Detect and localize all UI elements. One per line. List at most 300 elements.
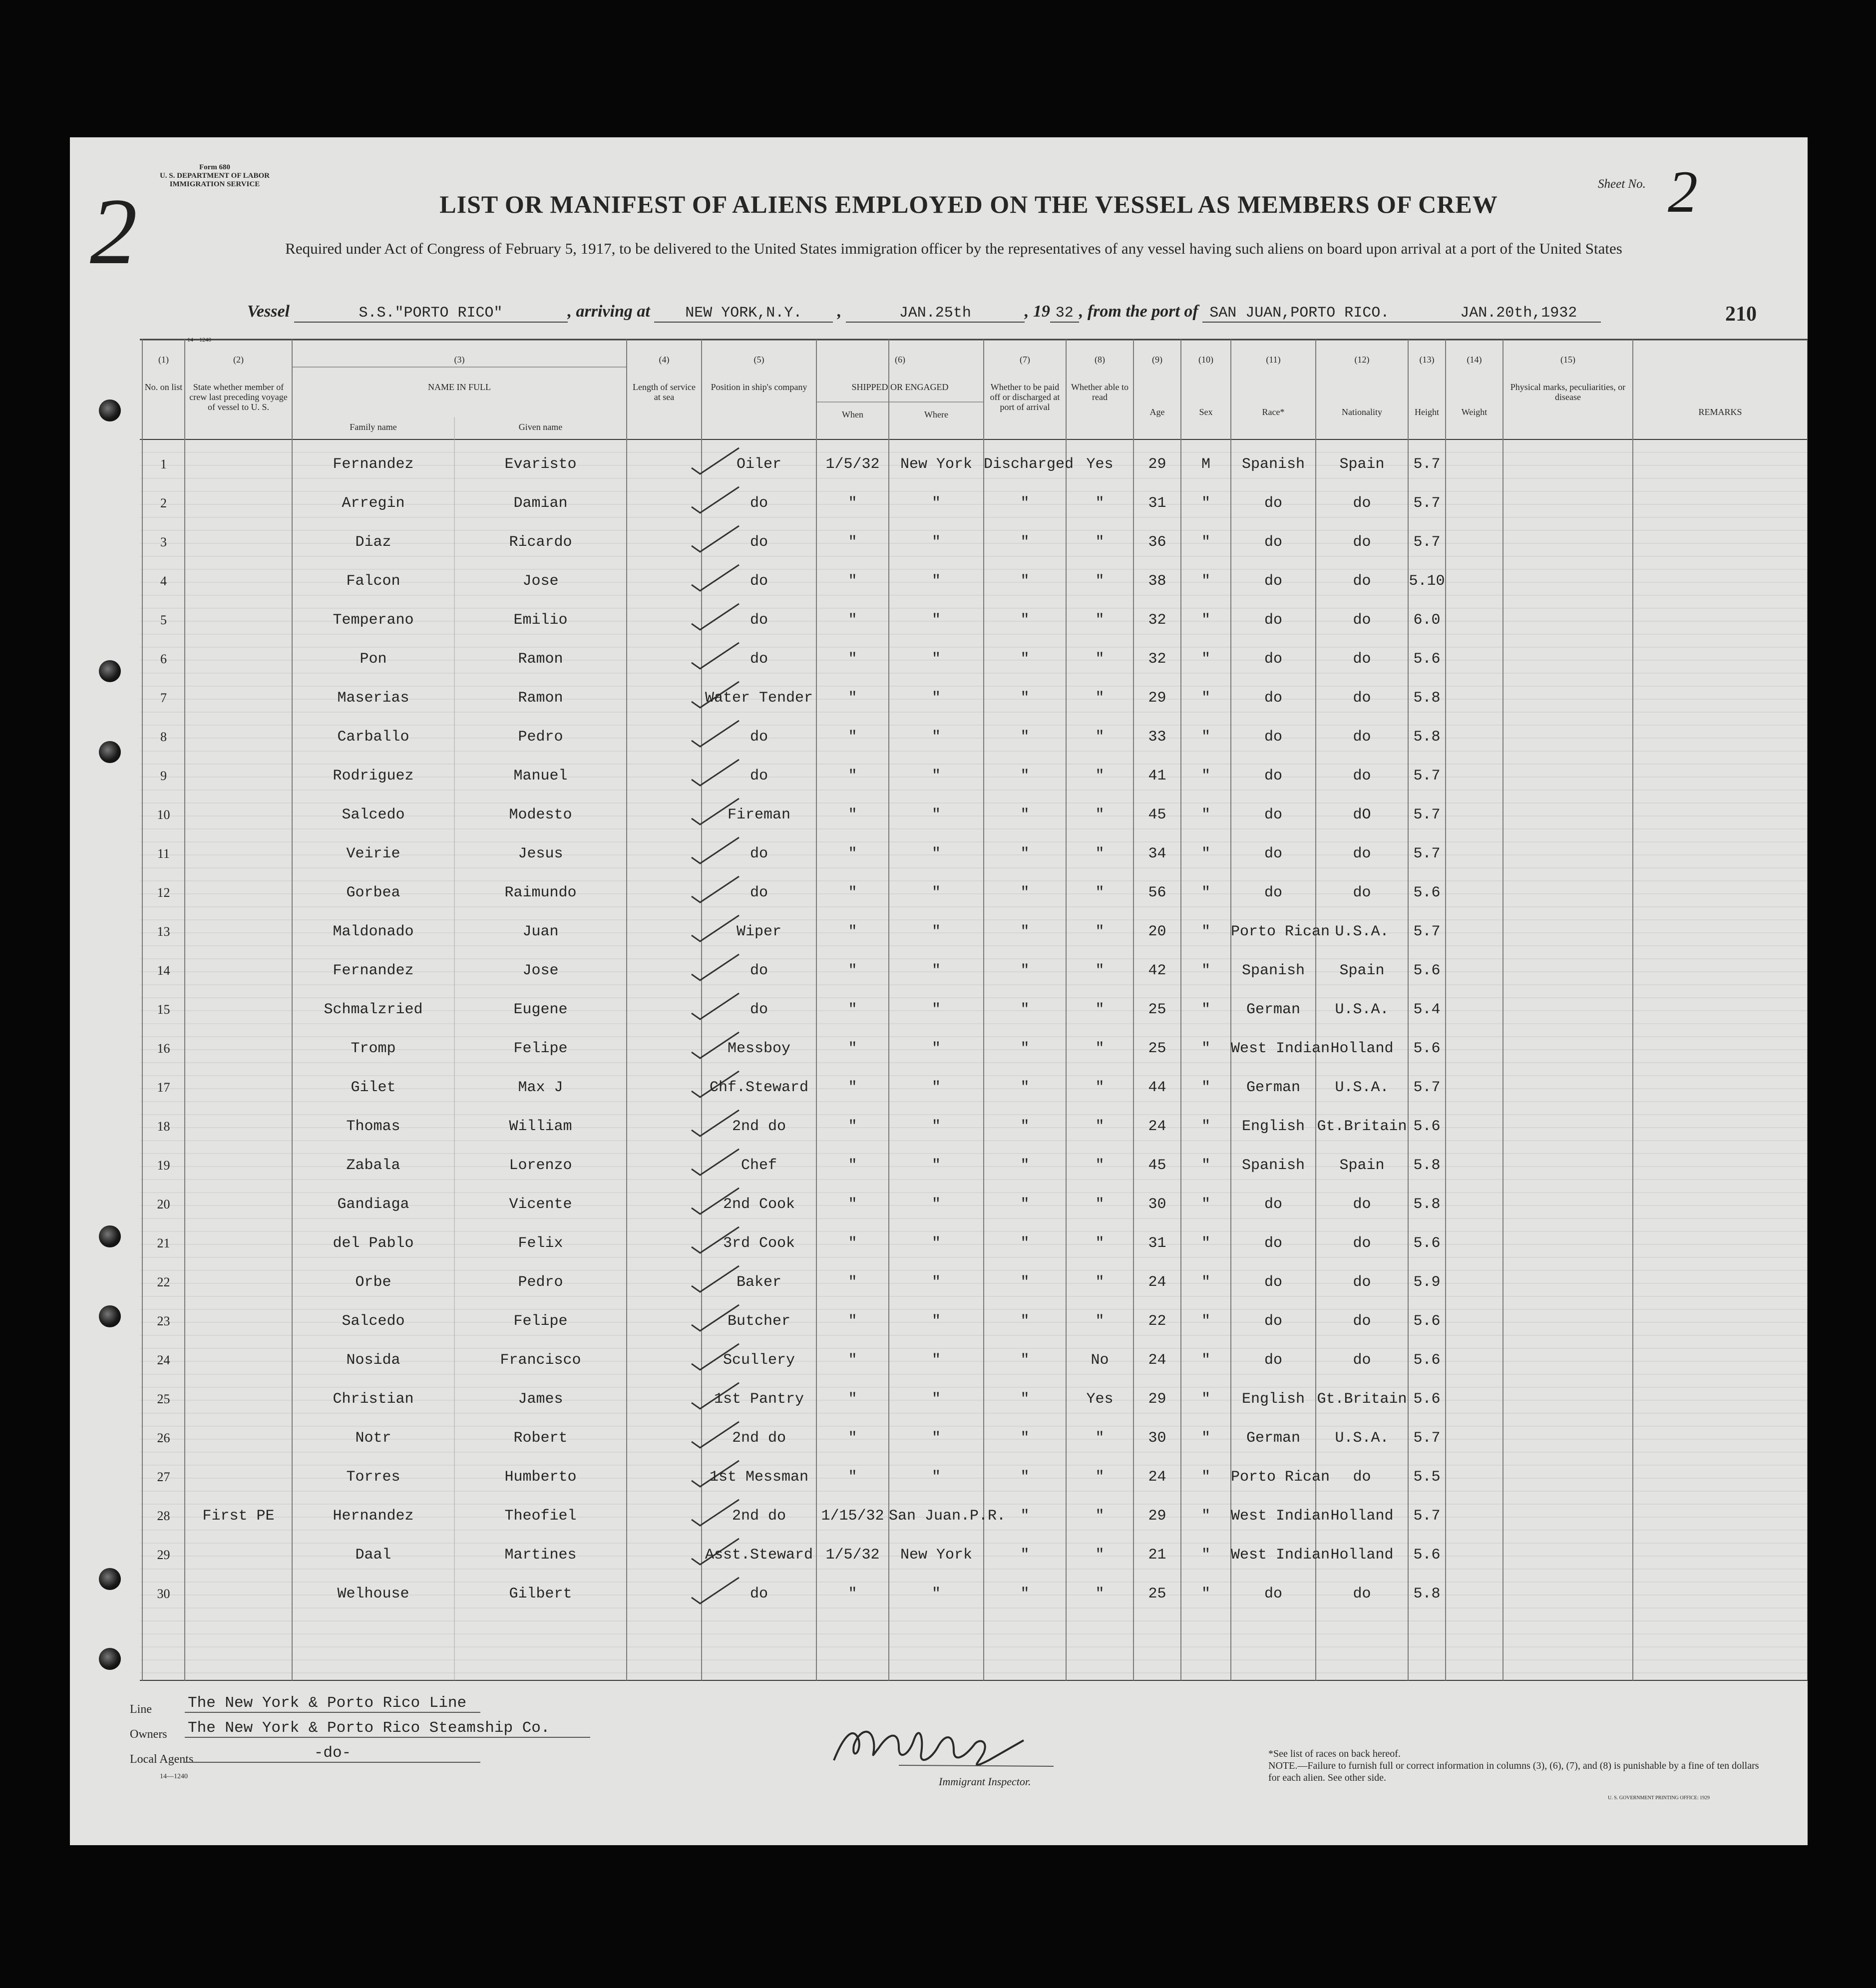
stamp-number: 210 [1725,303,1757,326]
cell-family: Notr [355,1430,391,1447]
cell-nationality: do [1353,845,1371,862]
cell-sex: " [1201,1235,1210,1252]
cell-where: " [931,923,941,940]
cell-position: do [750,768,768,785]
cell-read: " [1095,1586,1105,1602]
cell-given: Eugene [513,1001,568,1018]
cell-nationality: U.S.A. [1335,923,1389,940]
cell-paid: " [1020,845,1030,862]
manifest-sheet [70,137,1808,1845]
column-header-c15: Physical marks, peculiarities, or disease [1510,382,1626,402]
cell-height: 5.8 [1413,729,1441,746]
cell-sex: " [1201,1079,1210,1096]
cell-position: do [750,884,768,901]
cell-race: do [1264,1235,1282,1252]
cell-family: Temperano [333,612,414,629]
cell-height: 5.7 [1413,1430,1441,1447]
vessel-name: S.S."PORTO RICO" [294,305,568,323]
cell-position: Scullery [723,1352,795,1369]
row-number: 8 [160,730,167,744]
cell-age: 36 [1148,534,1166,551]
cell-sex: M [1201,456,1210,473]
cell-read: " [1095,845,1105,862]
cell-where: " [931,1313,941,1330]
cell-race: West Indian [1231,1547,1330,1564]
cell-read: " [1095,612,1105,629]
cell-given: Martines [504,1547,577,1564]
cell-age: 24 [1148,1352,1166,1369]
cell-position: Water Tender [705,690,813,707]
cell-sex: " [1201,884,1210,901]
cell-where: " [931,573,941,590]
cell-given: Ramon [518,690,563,707]
cell-family: del Pablo [333,1235,414,1252]
column-number: (10) [1198,355,1213,365]
cell-when: " [848,1391,857,1408]
cell-age: 30 [1148,1430,1166,1447]
cell-sex: " [1201,573,1210,590]
cell-where: " [931,729,941,746]
cell-nationality: Gt.Britain [1317,1391,1407,1408]
cell-nationality: Holland [1330,1508,1394,1525]
row-number: 7 [160,691,167,705]
cell-age: 25 [1148,1586,1166,1602]
cell-read: " [1095,690,1105,707]
cell-race: German [1246,1430,1301,1447]
cell-when: 1/5/32 [825,1547,880,1564]
cell-position: 2nd do [732,1430,786,1447]
cell-when: " [848,1274,857,1291]
cell-family: Gorbea [346,884,400,901]
cell-race: do [1264,495,1282,512]
cell-nationality: Spain [1339,1157,1385,1174]
cell-read: " [1095,1040,1105,1057]
cell-age: 29 [1148,1391,1166,1408]
cell-given: Humberto [504,1469,577,1486]
cell-sex: " [1201,923,1210,940]
cell-given: Max J [518,1079,563,1096]
row-number: 28 [157,1509,170,1523]
column-header-c14: Weight [1461,407,1488,417]
cell-race: Porto Rican [1231,923,1330,940]
cell-when: " [848,845,857,862]
cell-where: " [931,651,941,668]
cell-given: Juan [522,923,559,940]
cell-paid: " [1020,690,1030,707]
document-subtitle: Required under Act of Congress of February 5, 1917, to be delivered to the United States immigration officer by the representatives of any vessel having such aliens on board upon arrival at a port of the United States [285,240,1622,257]
cell-family: Arregin [342,495,405,512]
cell-when: " [848,1118,857,1135]
cell-height: 5.7 [1413,923,1441,940]
cell-paid: " [1020,729,1030,746]
binder-hole [99,1648,121,1670]
cell-read: " [1095,1469,1105,1486]
column-number: (15) [1560,355,1575,365]
cell-read: " [1095,1001,1105,1018]
cell-when: " [848,1352,857,1369]
row-number: 11 [157,846,170,861]
cell-paid: " [1020,1079,1030,1096]
column-header-c2: State whether member of crew last preceding voyage of vessel to U. S. [189,382,288,412]
cell-nationality: do [1353,612,1371,629]
row-number: 21 [157,1236,170,1250]
cell-race: do [1264,768,1282,785]
cell-height: 5.6 [1413,884,1441,901]
column-number: (14) [1467,355,1482,365]
races-note: *See list of races on back hereof. [1268,1748,1401,1759]
cell-sex: " [1201,651,1210,668]
cell-height: 5.7 [1413,1079,1441,1096]
column-header-c1: No. on list [144,382,183,392]
cell-family: Fernandez [333,456,414,473]
cell-where: New York [900,1547,973,1564]
footer-owners-value: The New York & Porto Rico Steamship Co. [185,1719,590,1738]
cell-nationality: Holland [1330,1040,1394,1057]
cell-when: " [848,1157,857,1174]
cell-read: " [1095,1235,1105,1252]
cell-when: 1/15/32 [821,1508,884,1525]
sheet-number: 2 [1668,158,1698,225]
cell-height: 5.6 [1413,1040,1441,1057]
cell-nationality: do [1353,573,1371,590]
cell-read: " [1095,1079,1105,1096]
cell-family: Pon [360,651,387,668]
cell-height: 5.7 [1413,845,1441,862]
cell-sex: " [1201,1118,1210,1135]
cell-when: " [848,690,857,707]
column-number: (7) [1020,355,1030,365]
cell-age: 42 [1148,962,1166,979]
cell-where: " [931,1352,941,1369]
cell-nationality: U.S.A. [1335,1430,1389,1447]
cell-paid: " [1020,651,1030,668]
cell-height: 5.5 [1413,1469,1441,1486]
cell-paid: " [1020,1235,1030,1252]
binder-hole [99,1305,121,1327]
column-header-c12: Nationality [1342,407,1382,417]
cell-race: Porto Rican [1231,1469,1330,1486]
cell-race: German [1246,1079,1301,1096]
cell-nationality: do [1353,495,1371,512]
cell-position: 3rd Cook [723,1235,795,1252]
cell-family: Tromp [351,1040,396,1057]
cell-paid: " [1020,495,1030,512]
cell-given: Ramon [518,651,563,668]
cell-family: Welhouse [337,1586,409,1602]
cell-position: do [750,1586,768,1602]
cell-position: do [750,962,768,979]
cell-race: do [1264,651,1282,668]
cell-height: 5.6 [1413,1313,1441,1330]
cell-position: 1st Pantry [714,1391,804,1408]
cell-age: 41 [1148,768,1166,785]
column-number: (3) [454,355,465,365]
cell-paid: " [1020,1352,1030,1369]
cell-nationality: Spain [1339,962,1385,979]
cell-family: Hernandez [333,1508,414,1525]
cell-nationality: do [1353,768,1371,785]
cell-family: Thomas [346,1118,400,1135]
cell-race: English [1241,1391,1305,1408]
cell-where: " [931,1157,941,1174]
cell-race: Spanish [1241,962,1305,979]
from-label: , from the port of [1079,302,1198,321]
year-prefix: 19 [1033,302,1050,321]
cell-sex: " [1201,1586,1210,1602]
cell-family: Rodriguez [333,768,414,785]
cell-sex: " [1201,729,1210,746]
column-header-c13: Height [1415,407,1439,417]
column-header-c16: REMARKS [1698,407,1742,417]
cell-where: " [931,690,941,707]
cell-race: do [1264,1196,1282,1213]
cell-when: " [848,1196,857,1213]
row-number: 4 [160,574,167,588]
cell-where: San Juan.P.R. [889,1508,1006,1525]
cell-paid: " [1020,1547,1030,1564]
cell-paid: " [1020,1001,1030,1018]
cell-sex: " [1201,1313,1210,1330]
cell-where: " [931,1274,941,1291]
cell-position: 2nd do [732,1508,786,1525]
arriving-label: , arriving at [567,302,650,321]
cell-when: " [848,1235,857,1252]
cell-read: " [1095,923,1105,940]
cell-race: do [1264,534,1282,551]
cell-nationality: do [1353,651,1371,668]
column-number: (12) [1354,355,1370,365]
cell-position: Wiper [736,923,781,940]
document-title: LIST OR MANIFEST OF ALIENS EMPLOYED ON THE VESSEL AS MEMBERS OF CREW [439,190,1498,218]
cell-nationality: do [1353,1352,1371,1369]
cell-height: 5.8 [1413,1586,1441,1602]
cell-nationality: U.S.A. [1335,1001,1389,1018]
cell-read: " [1095,1196,1105,1213]
cell-nationality: U.S.A. [1335,1079,1389,1096]
binder-hole [99,1568,121,1590]
cell-nationality: do [1353,1313,1371,1330]
cell-nationality: do [1353,1586,1371,1602]
cell-sex: " [1201,1469,1210,1486]
cell-where: " [931,1196,941,1213]
cell-height: 5.4 [1413,1001,1441,1018]
immigrant-inspector-label: Immigrant Inspector. [939,1775,1031,1788]
cell-sex: " [1201,962,1210,979]
row-number: 14 [157,963,170,978]
cell-race: do [1264,1586,1282,1602]
cell-where: " [931,845,941,862]
cell-when: " [848,729,857,746]
cell-height: 5.10 [1409,573,1445,590]
cell-position: do [750,534,768,551]
cell-race: do [1264,1274,1282,1291]
column-subheader-c3a: Family name [350,422,397,432]
column-number: (13) [1419,355,1435,365]
cell-given: Pedro [518,1274,563,1291]
cell-nationality: do [1353,534,1371,551]
cell-race: Spanish [1241,1157,1305,1174]
cell-position: Asst.Steward [705,1547,813,1564]
cell-sex: " [1201,1352,1210,1369]
row-number: 30 [157,1587,170,1601]
cell-nationality: do [1353,690,1371,707]
cell-read: " [1095,1274,1105,1291]
cell-position: Chf.Steward [709,1079,809,1096]
row-number: 20 [157,1197,170,1211]
cell-paid: " [1020,962,1030,979]
cell-age: 56 [1148,884,1166,901]
column-number: (5) [753,355,764,365]
cell-height: 5.6 [1413,962,1441,979]
cell-family: Veirie [346,845,400,862]
cell-where: " [931,884,941,901]
cell-height: 5.6 [1413,1118,1441,1135]
footer-line-label: Line [130,1703,152,1716]
cell-family: Falcon [346,573,400,590]
cell-age: 21 [1148,1547,1166,1564]
cell-height: 5.6 [1413,1547,1441,1564]
departure-date: JAN.20th,1932 [1436,305,1601,323]
cell-given: Jesus [518,845,563,862]
cell-position: do [750,612,768,629]
cell-height: 5.6 [1413,651,1441,668]
cell-height: 5.7 [1413,495,1441,512]
cell-sex: " [1201,1001,1210,1018]
row-number: 23 [157,1314,170,1328]
cell-family: Salcedo [342,1313,405,1330]
cell-age: 32 [1148,612,1166,629]
vessel-line: Vessel S.S."PORTO RICO" , arriving at NEW YORK,N.Y. , JAN.25th , 19 32 , from the port of SAN JUAN,PORTO RICO. JAN.20th,1932 [247,302,1601,323]
cell-height: 6.0 [1413,612,1441,629]
cell-when: " [848,1040,857,1057]
cell-when: " [848,1001,857,1018]
cell-family: Maldonado [333,923,414,940]
cell-position: do [750,845,768,862]
cell-nationality: Gt.Britain [1317,1118,1407,1135]
cell-where: " [931,962,941,979]
cell-where: " [931,495,941,512]
cell-position: do [750,729,768,746]
cell-family: Diaz [355,534,391,551]
row-number: 2 [160,496,167,510]
cell-age: 45 [1148,1157,1166,1174]
row-number: 17 [157,1080,170,1095]
cell-family: Gandiaga [337,1196,409,1213]
cell-given: Manuel [513,768,568,785]
cell-when: " [848,768,857,785]
cell-given: Modesto [509,806,572,823]
cell-given: Jose [522,573,559,590]
cell-paid: " [1020,1430,1030,1447]
cell-given: Felipe [513,1040,568,1057]
cell-read: " [1095,1157,1105,1174]
cell-family: Torres [346,1469,400,1486]
binder-hole [99,741,121,763]
cell-race: German [1246,1001,1301,1018]
column-header-c3: NAME IN FULL [428,382,491,392]
cell-given: Felix [518,1235,563,1252]
cell-age: 38 [1148,573,1166,590]
cell-nationality: do [1353,1274,1371,1291]
cell-nationality: do [1353,1235,1371,1252]
cell-sex: " [1201,1157,1210,1174]
cell-given: William [509,1118,572,1135]
cell-where: " [931,1040,941,1057]
cell-sex: " [1201,690,1210,707]
row-number: 1 [160,457,167,471]
column-header-c7: Whether to be paid off or discharged at port of arrival [990,382,1060,412]
column-number: (2) [233,355,244,365]
cell-race: do [1264,1313,1282,1330]
column-subheader-c6a: When [842,409,863,419]
cell-sex: " [1201,612,1210,629]
cell-where: " [931,1235,941,1252]
cell-position: do [750,1001,768,1018]
departure-port: SAN JUAN,PORTO RICO. [1202,305,1436,323]
cell-paid: " [1020,573,1030,590]
cell-where: " [931,1469,941,1486]
column-subheader-c3b: Given name [518,422,563,432]
cell-read: " [1095,534,1105,551]
row-number: 13 [157,924,170,939]
cell-paid: Discharged [984,456,1074,473]
form-number: Form 680 [199,163,231,171]
cell-height: 5.7 [1413,768,1441,785]
binder-hole [99,399,121,421]
row-number: 19 [157,1158,170,1173]
footer-owners-label: Owners [130,1728,167,1741]
cell-position: 2nd do [732,1118,786,1135]
cell-read: " [1095,573,1105,590]
cell-where: " [931,534,941,551]
margin-handwritten-number: 2 [90,179,137,284]
footer-agents-value: -do- [185,1744,480,1763]
cell-read: No [1091,1352,1109,1369]
cell-paid: " [1020,534,1030,551]
cell-family: Christian [333,1391,414,1408]
cell-paid: " [1020,1196,1030,1213]
cell-paid: " [1020,806,1030,823]
column-number: (8) [1095,355,1105,365]
cell-read: " [1095,651,1105,668]
binder-hole [99,1225,121,1247]
cell-age: 44 [1148,1079,1166,1096]
row-number: 24 [157,1353,170,1367]
column-number: (4) [659,355,670,365]
cell-age: 34 [1148,845,1166,862]
cell-race: do [1264,1352,1282,1369]
cell-nationality: do [1353,884,1371,901]
row-number: 27 [157,1470,170,1484]
cell-height: 5.6 [1413,1352,1441,1369]
cell-given: Gilbert [509,1586,572,1602]
cell-race: do [1264,690,1282,707]
cell-age: 31 [1148,1235,1166,1252]
row-number: 16 [157,1041,170,1056]
cell-height: 5.7 [1413,1508,1441,1525]
cell-nationality: Spain [1339,456,1385,473]
column-header-c11: Race* [1262,407,1285,417]
cell-family: Fernandez [333,962,414,979]
row-number: 5 [160,613,167,627]
service-name: IMMIGRATION SERVICE [169,180,260,188]
cell-sex: " [1201,806,1210,823]
cell-given: Felipe [513,1313,568,1330]
cell-position: 1st Messman [709,1469,809,1486]
column-subheader-c6b: Where [924,409,948,419]
cell-prev: First PE [202,1508,275,1525]
row-number: 12 [157,885,170,900]
